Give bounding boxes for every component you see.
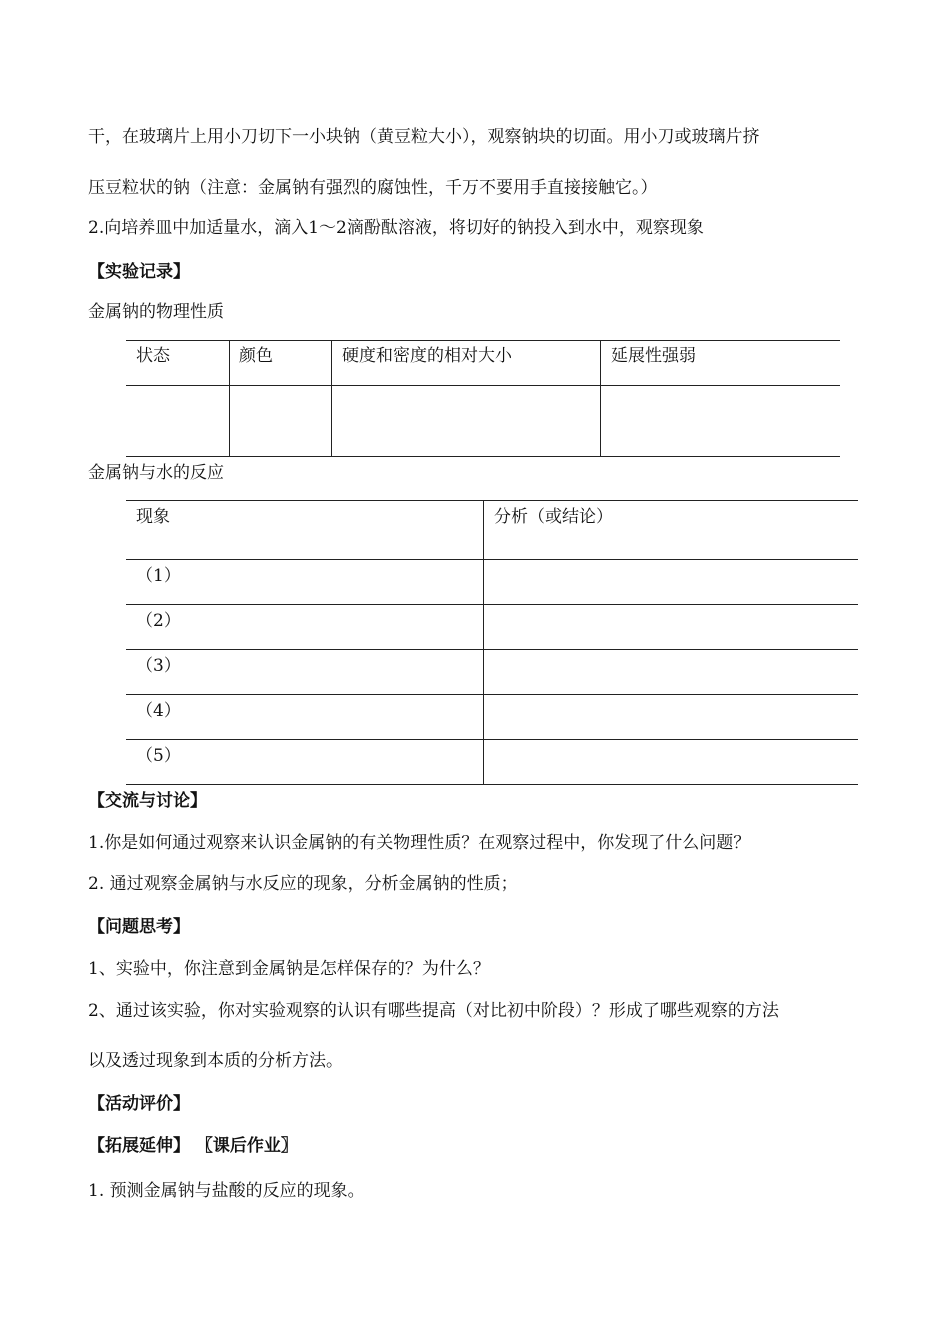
reaction-row-label: （3） (136, 656, 181, 676)
physical-header-hardness-density: 硬度和密度的相对大小 (342, 346, 512, 366)
discussion-heading: 【交流与讨论】 (88, 791, 207, 811)
discussion-question-1: 1.你是如何通过观察来认识金属钠的有关物理性质？在观察过程中，你发现了什么问题？ (88, 833, 751, 853)
thinking-question-2-line-1: 2、通过该实验，你对实验观察的认识有哪些提高（对比初中阶段）？形成了哪些观察的方法 (88, 1001, 779, 1021)
procedure-line-1: 干，在玻璃片上用小刀切下一小块钠（黄豆粒大小），观察钠块的切面。用小刀或玻璃片挤 (88, 127, 760, 147)
extension-question-1: 1. 预测金属钠与盐酸的反应的现象。 (88, 1181, 365, 1201)
evaluation-heading: 【活动评价】 (88, 1094, 190, 1114)
record-heading: 【实验记录】 (88, 262, 190, 282)
procedure-line-2: 压豆粒状的钠（注意：金属钠有强烈的腐蚀性，千万不要用手直接接触它。） (88, 178, 658, 198)
physical-table-caption: 金属钠的物理性质 (88, 302, 224, 322)
extension-heading: 【拓展延伸】 〖课后作业〗 (88, 1136, 298, 1156)
reaction-row-label: （1） (136, 566, 181, 586)
reaction-row-label: （2） (136, 611, 181, 631)
reaction-header-analysis: 分析（或结论） (494, 507, 613, 527)
procedure-step-2: 2.向培养皿中加适量水，滴入1～2滴酚酞溶液，将切好的钠投入到水中，观察现象 (88, 218, 704, 238)
thinking-question-2-line-2: 以及透过现象到本质的分析方法。 (88, 1051, 343, 1071)
thinking-heading: 【问题思考】 (88, 917, 190, 937)
physical-header-state: 状态 (136, 346, 170, 366)
physical-header-ductility: 延展性强弱 (611, 346, 696, 366)
reaction-table-caption: 金属钠与水的反应 (88, 463, 224, 483)
thinking-question-1: 1、实验中，你注意到金属钠是怎样保存的？为什么？ (88, 959, 490, 979)
reaction-row-label: （4） (136, 701, 181, 721)
reaction-row-label: （5） (136, 746, 181, 766)
physical-header-color: 颜色 (239, 346, 273, 366)
discussion-question-2: 2. 通过观察金属钠与水反应的现象，分析金属钠的性质； (88, 874, 518, 894)
reaction-header-phenomenon: 现象 (136, 507, 170, 527)
